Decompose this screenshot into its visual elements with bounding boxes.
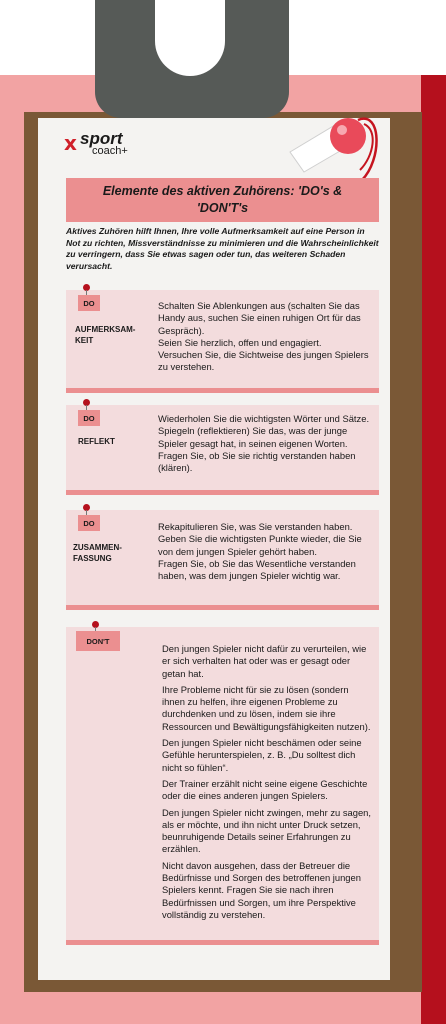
do-tag: DO [78,295,100,311]
section-label: ZUSAMMEN- FASSUNG [73,543,122,563]
logo-word: sport [80,129,123,148]
dont-tag: DON'T [76,631,120,651]
page-title: Elemente des aktiven Zuhörens: 'DO's & 'DON'T's [102,184,343,215]
do-tag: DO [78,410,100,426]
dont-item: Den jungen Spieler nicht dafür zu verurteilen, wie er sich verhalten hat oder was er gesagt oder getan hat. [162,643,367,679]
section-label: AUFMERKSAM- KEIT [75,325,136,345]
section-aufmerksamkeit [66,290,379,393]
intro-text: Aktives Zuhören hilft Ihnen, Ihre volle Aufmerksamkeit auf eine Person in Not zu richten, Missverständnisse zu minimieren und die Wahrscheinlichkeit zu verringern, dass Sie etwas sagen oder tun, das weiteren Schaden verursacht. [66,226,379,271]
dont-item: Den jungen Spieler nicht zwingen, mehr zu sagen, als er möchte, und ihn nicht unter Druck setzen, beunruhigende Details seiner Erfahrungen zu erzählen. [162,806,371,855]
dont-item: Nicht davon ausgehen, dass der Betreuer die Bedürfnisse und Sorgen des betroffenen jungen Spielers kennt. Fragen Sie sie nach ihren Bedürfnissen und Sorgen, um ihre Perspektive vollständig zu verstehen. [162,859,361,920]
section-reflekt [66,405,379,495]
section-label: REFLEKT [78,437,115,446]
logo-mark: x [64,131,77,155]
do-tag: DO [78,515,100,531]
dont-item: Den jungen Spieler nicht beschämen oder seine Gefühle herunterspielen, z. B. „Du solltest dich nicht so fühlen“. [162,737,362,773]
section-zusammenfassung [66,510,379,610]
section-text: Wiederholen Sie die wichtigsten Wörter und Sätze. Spiegeln (reflektieren) Sie das, was der junge Spieler gesagt hat, in seinen eigenen Worten. Fragen Sie, ob Sie sie richtig verstanden haben (klären). [158,413,370,474]
dont-item: Der Trainer erzählt nicht seine eigene Geschichte oder die eines anderen jungen Spielers. [162,777,368,802]
section-text: Rekapitulieren Sie, was Sie verstanden haben. Geben Sie die wichtigsten Punkte wieder, die Sie von dem jungen Spieler gehört haben. Fragen Sie, ob Sie das Wesentliche verstanden haben, was dem jungen Spieler wichtig war. [158,521,362,582]
dont-item: Ihre Probleme nicht für sie zu lösen (sondern ihnen zu helfen, ihre eigenen Probleme zu durchdenken und zu lösen, indem sie ihre Ressourcen und Bewältigungsfähigkeiten nutzen). [162,683,371,732]
section-dont [66,627,379,945]
section-text: Schalten Sie Ablenkungen aus (schalten Sie das Handy aus, suchen Sie einen ruhigen Ort für das Gespräch). Seien Sie herzlich, offen und engagiert. Versuchen Sie, die Sichtweise des jungen Spielers zu verstehen. [158,300,369,373]
dont-list [162,643,374,925]
whistle-icon [270,100,385,190]
clip-hole-inner [170,0,210,58]
title-banner [66,178,379,222]
logo-sub: coach+ [92,145,128,157]
